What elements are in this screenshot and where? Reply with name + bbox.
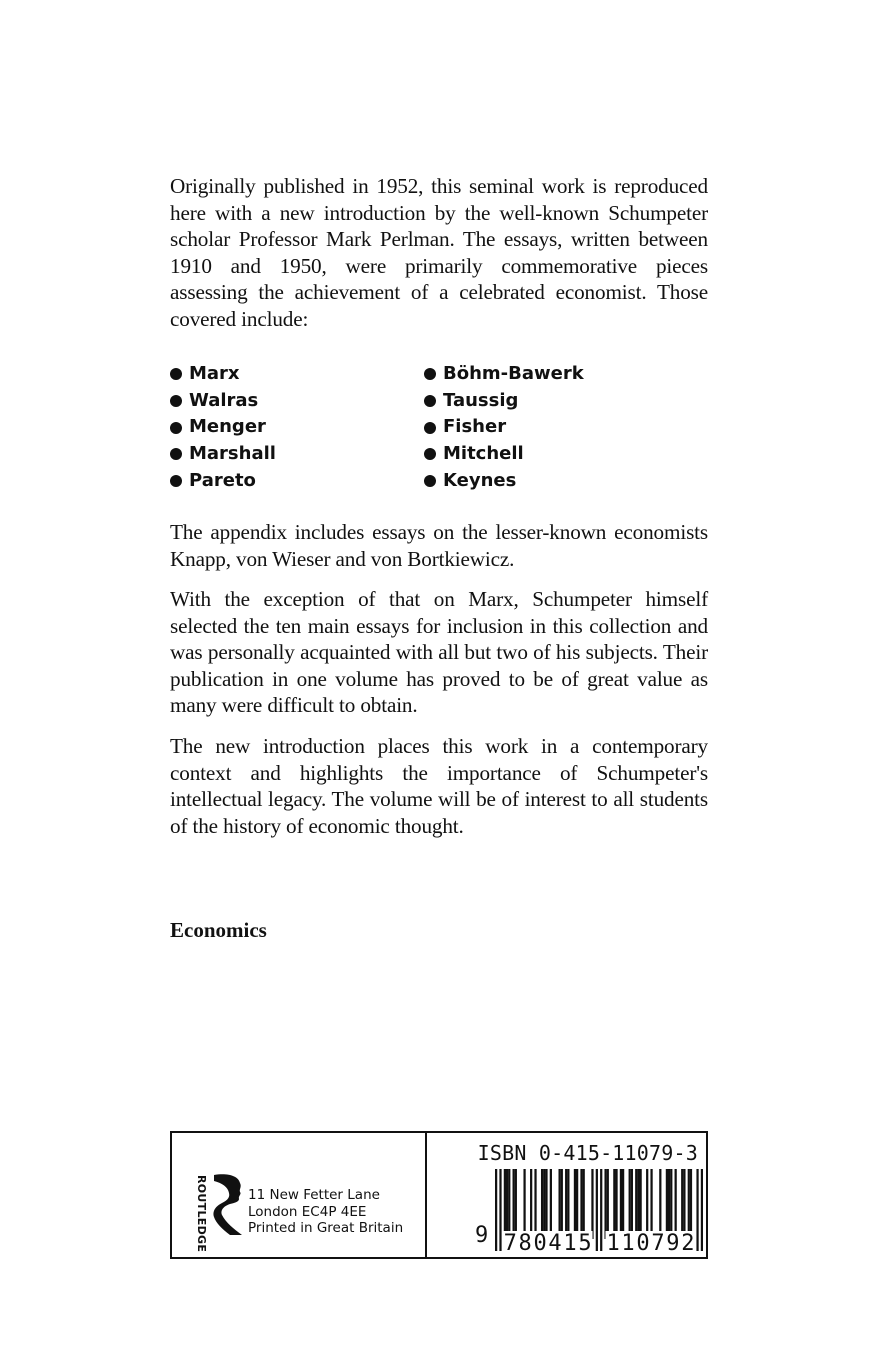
barcode-bar xyxy=(513,1169,515,1239)
economists-list-left xyxy=(170,361,276,495)
publisher-isbn-box xyxy=(170,1131,708,1259)
routledge-faces-logo-icon xyxy=(212,1173,246,1237)
barcode-bar xyxy=(688,1169,690,1239)
isbn-label: ISBN 0-415-11079-3 xyxy=(477,1141,698,1165)
barcode-bar xyxy=(622,1169,624,1239)
barcode-bar xyxy=(604,1169,606,1239)
barcode-bar xyxy=(600,1169,602,1251)
list-item: Keynes xyxy=(424,468,584,495)
barcode-bar xyxy=(530,1169,532,1239)
barcode-bar xyxy=(574,1169,576,1239)
publisher-address: 11 New Fetter Lane London EC4P 4EE Printed in Great Britain xyxy=(248,1187,404,1236)
barcode-bar xyxy=(640,1169,642,1239)
barcode-bar xyxy=(508,1169,510,1239)
barcode-bar xyxy=(659,1169,661,1239)
barcode-bar xyxy=(545,1169,547,1239)
list-item: Taussig xyxy=(424,388,584,415)
publisher-panel xyxy=(172,1133,427,1257)
barcode-bar xyxy=(683,1169,685,1239)
barcode-bar xyxy=(567,1169,569,1239)
description-paragraph-selection: With the exception of that on Marx, Schumpeter himself selected the ten main essays for inclusion in this collection and was personally acquainted with all but two of his subjects. Their publication in one volume has proved to be of great value as many were difficult to obtain. xyxy=(170,587,708,718)
barcode-bar xyxy=(506,1169,508,1239)
barcode-first-digit: 9 xyxy=(475,1223,489,1248)
bullet-icon xyxy=(170,422,182,434)
bullet-icon xyxy=(424,395,436,407)
barcode-bar xyxy=(499,1169,501,1251)
bullet-icon xyxy=(170,395,182,407)
barcode-bar xyxy=(666,1169,668,1239)
barcode-bar xyxy=(696,1169,698,1251)
isbn-panel xyxy=(427,1133,706,1257)
barcode-bar xyxy=(635,1169,637,1239)
economists-list-right xyxy=(424,361,584,495)
barcode-bar xyxy=(690,1169,692,1239)
list-item: Böhm-Bawerk xyxy=(424,361,584,388)
barcode-bar xyxy=(523,1169,525,1239)
description-paragraph-introduction: The new introduction places this work in a contemporary context and highlights the importance of Schumpeter's intellectual legacy. The volume will be of interest to all students of the history of economic thought. xyxy=(170,734,708,838)
list-item: Pareto xyxy=(170,468,276,495)
bullet-icon xyxy=(170,448,182,460)
bullet-icon xyxy=(170,475,182,487)
list-item: Menger xyxy=(170,414,276,441)
list-item: Walras xyxy=(170,388,276,415)
barcode-bar xyxy=(668,1169,670,1239)
barcode-bar xyxy=(637,1169,639,1239)
barcode-bar xyxy=(681,1169,683,1239)
barcode-digits-right: 110792 xyxy=(606,1231,695,1251)
description-paragraph-appendix: The appendix includes essays on the lesser-known economists Knapp, von Wieser and von Bortkiewicz. xyxy=(170,520,708,571)
barcode-bar xyxy=(613,1169,615,1239)
barcode-bar xyxy=(504,1169,506,1239)
list-item: Marshall xyxy=(170,441,276,468)
barcode-bar xyxy=(631,1169,633,1239)
publisher-name: ROUTLEDGE xyxy=(195,1175,208,1253)
barcode-bar xyxy=(646,1169,648,1239)
bullet-icon xyxy=(424,368,436,380)
bullet-icon xyxy=(424,475,436,487)
barcode-bar xyxy=(670,1169,672,1239)
barcode-bar xyxy=(701,1169,703,1251)
bullet-icon xyxy=(424,422,436,434)
barcode-bar xyxy=(591,1169,593,1239)
description-paragraph-intro: Originally published in 1952, this seminal work is reproduced here with a new introduction by the well-known Schumpeter scholar Professor Mark Perlman. The essays, written between 1910 and 1950, were primarily commemorative pieces assessing the achievement of a celebrated economist. Those covered include: xyxy=(170,174,708,331)
barcode-bar xyxy=(580,1169,582,1239)
barcode-bar xyxy=(565,1169,567,1239)
list-item: Fisher xyxy=(424,414,584,441)
barcode-bar xyxy=(561,1169,563,1239)
bullet-icon xyxy=(424,448,436,460)
subject-category: Economics xyxy=(170,918,267,942)
bullet-icon xyxy=(170,368,182,380)
barcode-bar xyxy=(620,1169,622,1239)
isbn-barcode xyxy=(495,1169,703,1251)
barcode-bar xyxy=(576,1169,578,1239)
barcode-bar xyxy=(675,1169,677,1239)
barcode-bar xyxy=(558,1169,560,1239)
barcode-bar xyxy=(650,1169,652,1239)
barcode-bar xyxy=(543,1169,545,1239)
barcode-bar xyxy=(596,1169,598,1251)
barcode-bar xyxy=(607,1169,609,1239)
barcode-bar xyxy=(541,1169,543,1239)
barcode-bar xyxy=(615,1169,617,1239)
barcode-digits-left: 780415 xyxy=(503,1231,592,1251)
barcode-bar xyxy=(534,1169,536,1239)
list-item: Mitchell xyxy=(424,441,584,468)
list-item: Marx xyxy=(170,361,276,388)
barcode-bar xyxy=(515,1169,517,1239)
barcode-bar xyxy=(583,1169,585,1239)
barcode-bar xyxy=(629,1169,631,1239)
barcode-bar xyxy=(495,1169,497,1251)
barcode-bar xyxy=(550,1169,552,1239)
